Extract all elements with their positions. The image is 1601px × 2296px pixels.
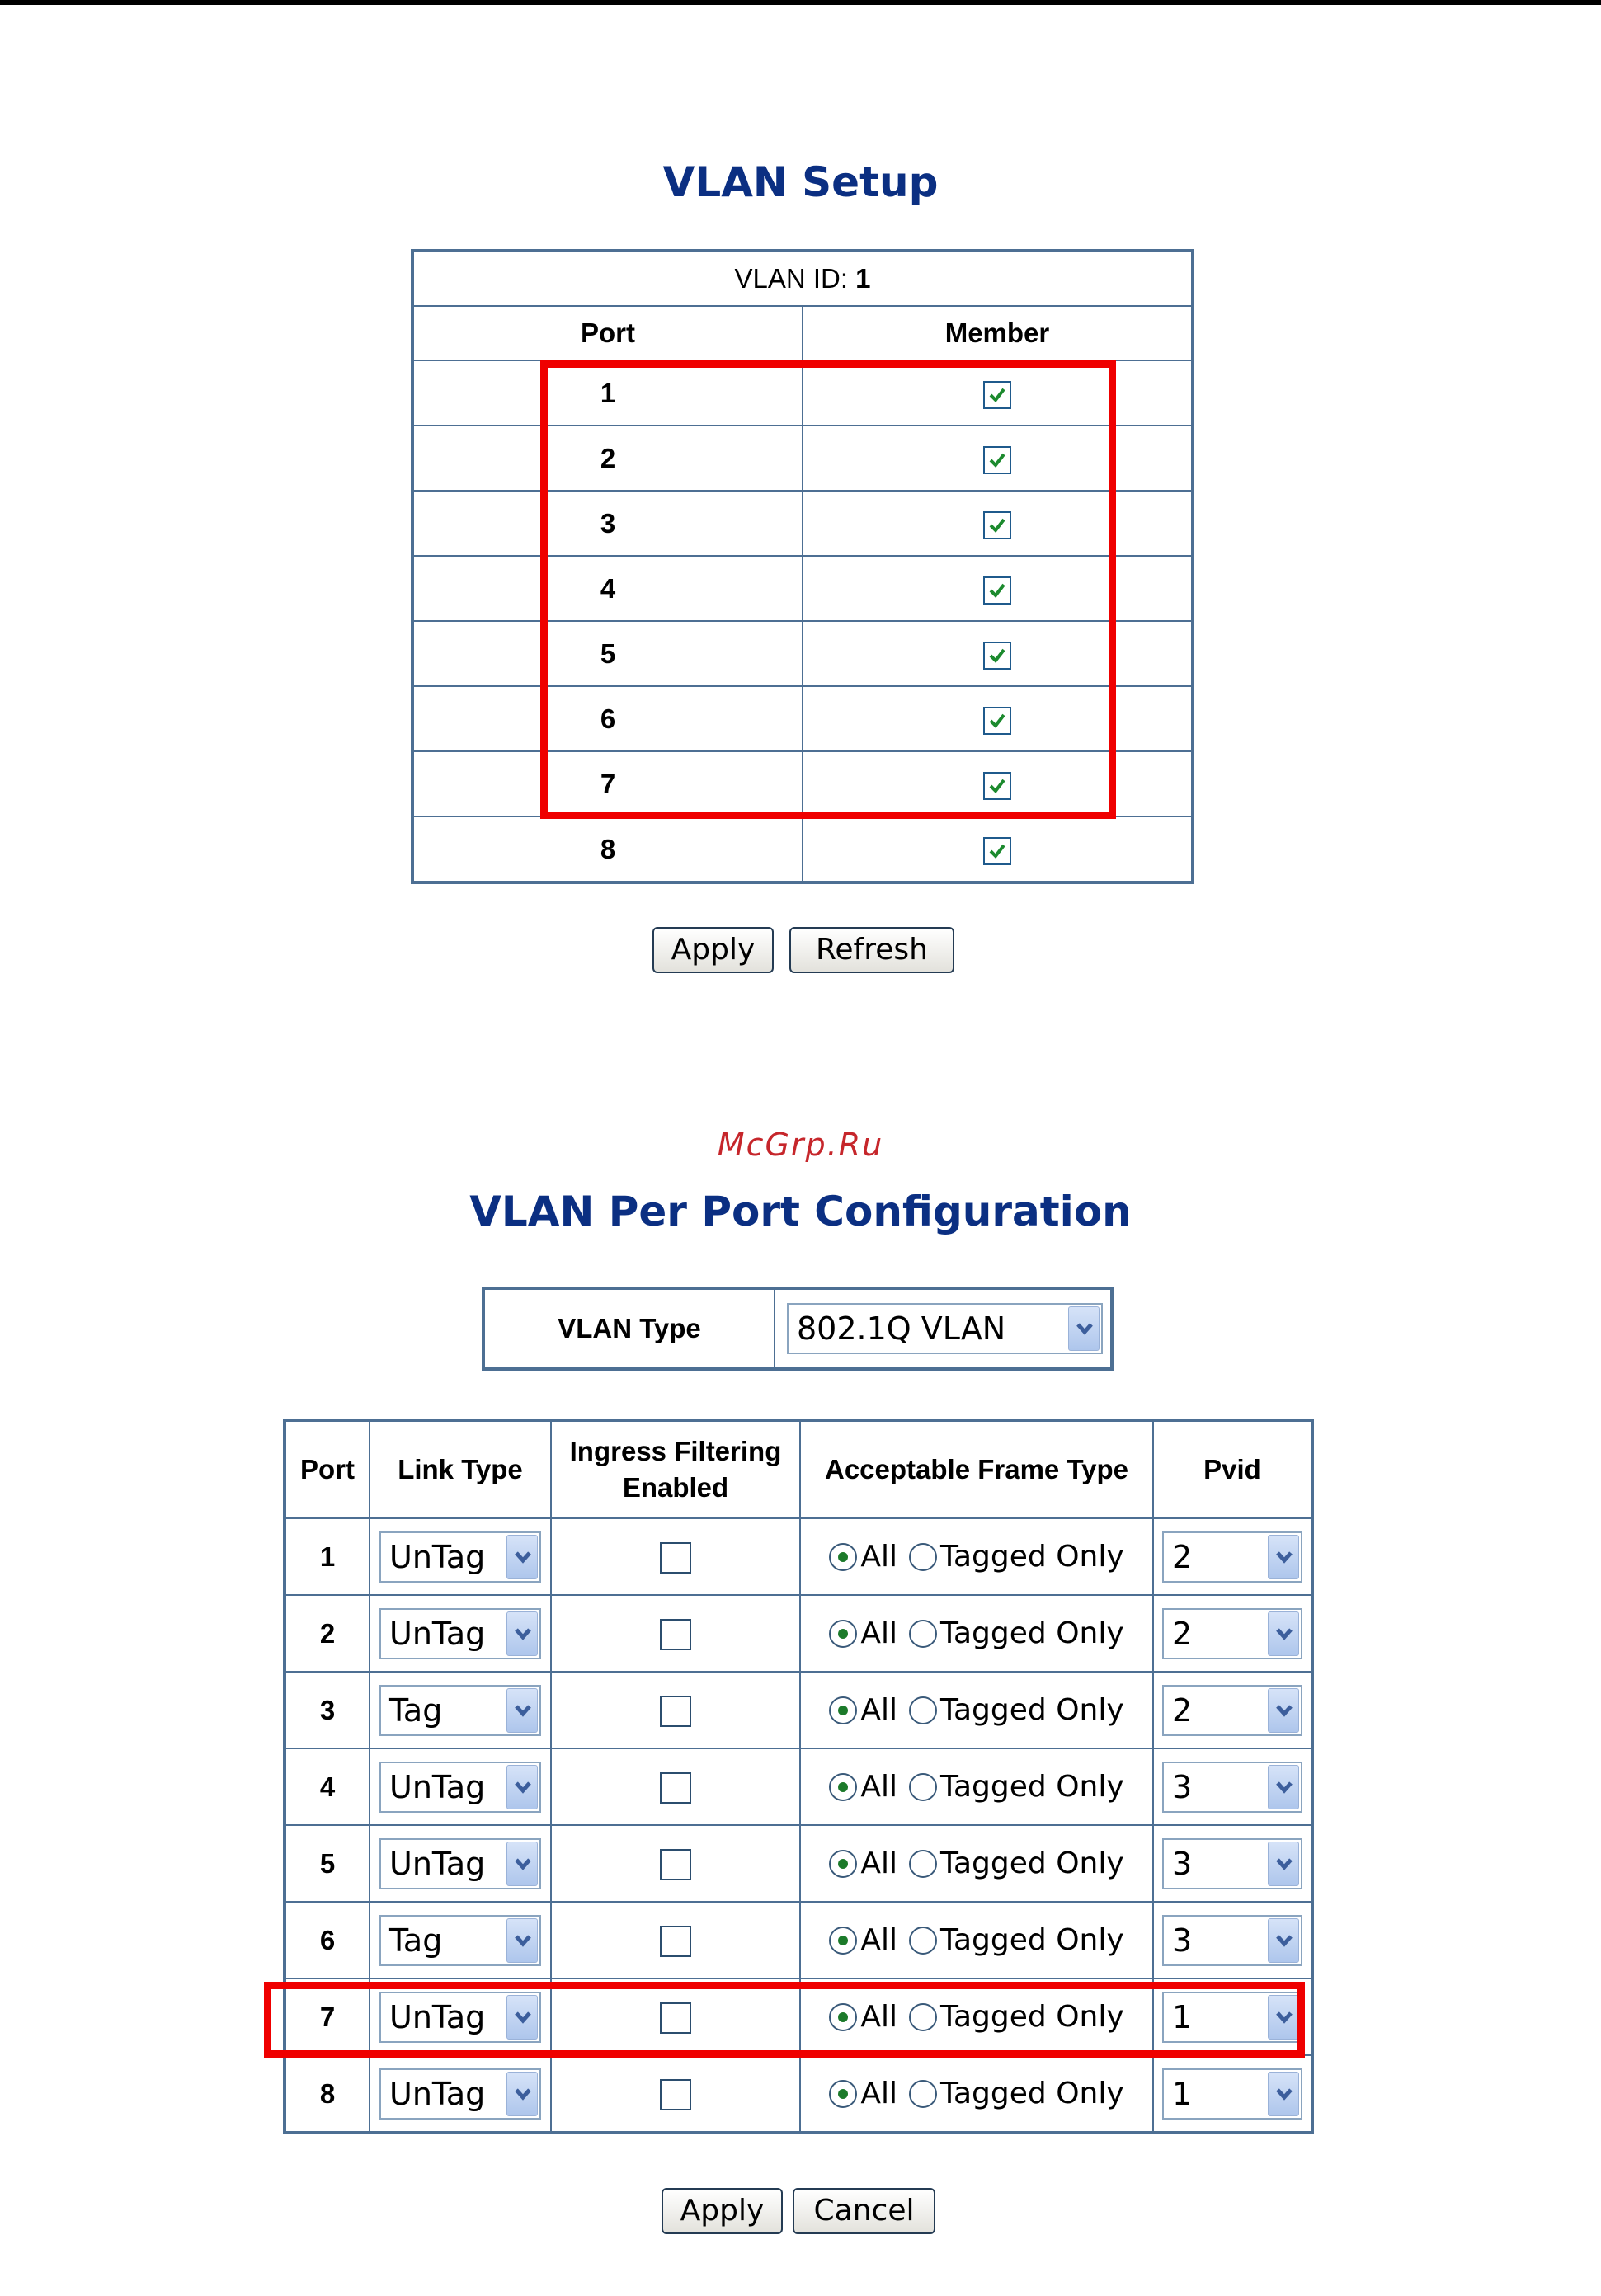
link-type-select[interactable]: [379, 1531, 541, 1583]
member-checkbox[interactable]: [983, 837, 1011, 865]
per-port-cancel-button[interactable]: Cancel: [793, 2188, 935, 2234]
frame-type-cell: [800, 2055, 1153, 2133]
port-number: 1: [412, 360, 803, 426]
frame-all-label: All: [860, 2000, 897, 2035]
pvid-value: 2: [1172, 1538, 1193, 1575]
frame-tagged-only-label: Tagged Only: [939, 1770, 1124, 1804]
port-number: 6: [412, 686, 803, 751]
pvid-value: 1: [1172, 2075, 1193, 2112]
ingress-cell: [551, 1518, 800, 1595]
vlan-setup-apply-button[interactable]: Apply: [652, 927, 774, 973]
port-number: 2: [412, 426, 803, 491]
link-type-value: UnTag: [389, 2075, 486, 2112]
chevron-down-icon[interactable]: [1268, 1765, 1299, 1809]
frame-tagged-only-label: Tagged Only: [939, 1540, 1124, 1574]
vlan-setup-refresh-button[interactable]: Refresh: [789, 927, 954, 973]
pvid-select[interactable]: [1162, 1762, 1302, 1813]
pvid-cell: [1153, 1825, 1312, 1902]
chevron-down-icon[interactable]: [1268, 1535, 1299, 1579]
port-config-row: [285, 1748, 1312, 1825]
frame-all-label: All: [860, 1693, 897, 1728]
member-cell: [803, 816, 1193, 882]
col-pvid-header: Pvid: [1153, 1420, 1312, 1518]
link-type-select[interactable]: [379, 1608, 541, 1659]
link-type-value: UnTag: [389, 1845, 486, 1882]
vlan-type-value: 802.1Q VLAN: [797, 1310, 1006, 1347]
frame-all-radio[interactable]: [829, 2080, 857, 2108]
vlan-id-label: VLAN ID:: [734, 263, 848, 294]
frame-tagged-only-label: Tagged Only: [939, 1847, 1124, 1881]
link-type-select[interactable]: [379, 1915, 541, 1966]
col-port-header: Port: [285, 1420, 370, 1518]
pvid-value: 2: [1172, 1615, 1193, 1652]
frame-type-cell: [800, 1825, 1153, 1902]
col-port-header: Port: [412, 306, 803, 360]
port-number: 4: [285, 1748, 370, 1825]
vlan-id-cell: [412, 251, 1193, 306]
port-number: 6: [285, 1902, 370, 1978]
chevron-down-icon[interactable]: [506, 1688, 538, 1733]
link-type-cell: [370, 1902, 551, 1978]
chevron-down-icon[interactable]: [1268, 1611, 1299, 1656]
port-number: 8: [412, 816, 803, 882]
pvid-select[interactable]: [1162, 1915, 1302, 1966]
pvid-value: 3: [1172, 1922, 1193, 1959]
frame-all-radio[interactable]: [829, 1850, 857, 1878]
frame-tagged-only-radio[interactable]: [909, 1620, 937, 1648]
chevron-down-icon[interactable]: [506, 1765, 538, 1809]
frame-all-radio[interactable]: [829, 1620, 857, 1648]
ingress-filter-checkbox[interactable]: [660, 1542, 691, 1574]
pvid-value: 1: [1172, 1998, 1193, 2035]
pvid-select[interactable]: [1162, 1685, 1302, 1736]
frame-type-cell: [800, 1672, 1153, 1748]
pvid-select[interactable]: [1162, 1838, 1302, 1889]
port-config-row: [285, 1672, 1312, 1748]
link-type-value: Tag: [389, 1922, 443, 1959]
frame-tagged-only-radio[interactable]: [909, 1927, 937, 1955]
port-number: 3: [285, 1672, 370, 1748]
link-type-select[interactable]: [379, 1685, 541, 1736]
pvid-value: 2: [1172, 1691, 1193, 1729]
frame-tagged-only-radio[interactable]: [909, 1696, 937, 1724]
port-number: 4: [412, 556, 803, 621]
port-config-row: [285, 1595, 1312, 1672]
chevron-down-icon[interactable]: [506, 1611, 538, 1656]
port-number: 2: [285, 1595, 370, 1672]
frame-tagged-only-radio[interactable]: [909, 1773, 937, 1801]
pvid-cell: [1153, 1748, 1312, 1825]
port-number: 8: [285, 2055, 370, 2133]
ingress-filter-checkbox[interactable]: [660, 1772, 691, 1804]
chevron-down-icon[interactable]: [1268, 1688, 1299, 1733]
pvid-select[interactable]: [1162, 2068, 1302, 2120]
link-type-select[interactable]: [379, 1838, 541, 1889]
link-type-value: UnTag: [389, 1538, 486, 1575]
chevron-down-icon[interactable]: [506, 1918, 538, 1963]
ingress-filter-checkbox[interactable]: [660, 1849, 691, 1880]
frame-tagged-only-label: Tagged Only: [939, 2000, 1124, 2035]
pvid-select[interactable]: [1162, 1531, 1302, 1583]
watermark: McGrp.Ru: [717, 1127, 884, 1163]
port-number: 1: [285, 1518, 370, 1595]
link-type-cell: [370, 1518, 551, 1595]
ingress-cell: [551, 1595, 800, 1672]
frame-all-label: All: [860, 1540, 897, 1574]
ingress-cell: [551, 1825, 800, 1902]
link-type-cell: [370, 1748, 551, 1825]
ingress-filter-checkbox[interactable]: [660, 1696, 691, 1727]
ingress-filter-checkbox[interactable]: [660, 1619, 691, 1650]
frame-all-radio[interactable]: [829, 1543, 857, 1571]
vlan-setup-title: VLAN Setup: [662, 158, 939, 206]
link-type-select[interactable]: [379, 1762, 541, 1813]
ingress-cell: [551, 1902, 800, 1978]
link-type-value: UnTag: [389, 1768, 486, 1805]
chevron-down-icon[interactable]: [1268, 2072, 1299, 2116]
frame-all-radio[interactable]: [829, 1927, 857, 1955]
frame-all-radio[interactable]: [829, 1696, 857, 1724]
highlight-port-7: [264, 1982, 1305, 2058]
port-config-row: [285, 2055, 1312, 2133]
port-number: 7: [412, 751, 803, 816]
frame-tagged-only-label: Tagged Only: [939, 1923, 1124, 1958]
port-number: 3: [412, 491, 803, 556]
col-ingress-line1: Ingress Filtering: [569, 1436, 782, 1466]
col-ingress-header: [551, 1420, 800, 1518]
link-type-cell: [370, 2055, 551, 2133]
frame-type-cell: [800, 1902, 1153, 1978]
link-type-value: Tag: [389, 1691, 443, 1729]
highlight-ports-1-7: [540, 360, 1116, 819]
pvid-value: 3: [1172, 1768, 1193, 1805]
col-frame-type-header: Acceptable Frame Type: [800, 1420, 1153, 1518]
pvid-cell: [1153, 1595, 1312, 1672]
link-type-cell: [370, 1595, 551, 1672]
frame-tagged-only-label: Tagged Only: [939, 1693, 1124, 1728]
vlan-type-select[interactable]: [787, 1303, 1103, 1354]
port-config-row: [285, 1902, 1312, 1978]
frame-all-label: All: [860, 1770, 897, 1804]
col-link-type-header: Link Type: [370, 1420, 551, 1518]
port-number: 5: [285, 1825, 370, 1902]
top-rule: [0, 0, 1601, 5]
ingress-filter-checkbox[interactable]: [660, 1926, 691, 1957]
pvid-select[interactable]: [1162, 1608, 1302, 1659]
frame-all-label: All: [860, 1616, 897, 1651]
port-number: 5: [412, 621, 803, 686]
frame-type-cell: [800, 1748, 1153, 1825]
vlan-type-label: VLAN Type: [483, 1288, 775, 1369]
frame-tagged-only-radio[interactable]: [909, 1850, 937, 1878]
vlan-id-value: 1: [855, 263, 871, 294]
port-number: 7: [285, 1978, 370, 2055]
col-member-header: Member: [803, 306, 1193, 360]
link-type-cell: [370, 1672, 551, 1748]
col-ingress-line2: Enabled: [622, 1472, 729, 1503]
frame-all-label: All: [860, 1847, 897, 1881]
link-type-cell: [370, 1825, 551, 1902]
port-config-row: [285, 1518, 1312, 1595]
frame-type-cell: [800, 1518, 1153, 1595]
per-port-apply-button[interactable]: Apply: [662, 2188, 783, 2234]
per-port-title: VLAN Per Port Configuration: [469, 1188, 1132, 1235]
frame-tagged-only-radio[interactable]: [909, 2080, 937, 2108]
port-config-row: [285, 1825, 1312, 1902]
ingress-cell: [551, 1748, 800, 1825]
frame-tagged-only-label: Tagged Only: [939, 1616, 1124, 1651]
frame-all-radio[interactable]: [829, 1773, 857, 1801]
chevron-down-icon[interactable]: [506, 2072, 538, 2116]
pvid-cell: [1153, 1518, 1312, 1595]
ingress-cell: [551, 1672, 800, 1748]
link-type-value: UnTag: [389, 1998, 486, 2035]
chevron-down-icon[interactable]: [1268, 1842, 1299, 1886]
vlan-type-cell: [775, 1288, 1112, 1369]
chevron-down-icon[interactable]: [1068, 1306, 1100, 1351]
frame-tagged-only-radio[interactable]: [909, 1543, 937, 1571]
pvid-cell: [1153, 2055, 1312, 2133]
frame-tagged-only-label: Tagged Only: [939, 2077, 1124, 2111]
ingress-cell: [551, 2055, 800, 2133]
frame-all-label: All: [860, 2077, 897, 2111]
frame-all-label: All: [860, 1923, 897, 1958]
chevron-down-icon[interactable]: [506, 1842, 538, 1886]
frame-type-cell: [800, 1595, 1153, 1672]
chevron-down-icon[interactable]: [1268, 1918, 1299, 1963]
pvid-value: 3: [1172, 1845, 1193, 1882]
vlan-member-row: [412, 816, 1193, 882]
pvid-cell: [1153, 1672, 1312, 1748]
pvid-cell: [1153, 1902, 1312, 1978]
link-type-select[interactable]: [379, 2068, 541, 2120]
link-type-value: UnTag: [389, 1615, 486, 1652]
vlan-type-table: [482, 1287, 1114, 1371]
chevron-down-icon[interactable]: [506, 1535, 538, 1579]
ingress-filter-checkbox[interactable]: [660, 2079, 691, 2110]
